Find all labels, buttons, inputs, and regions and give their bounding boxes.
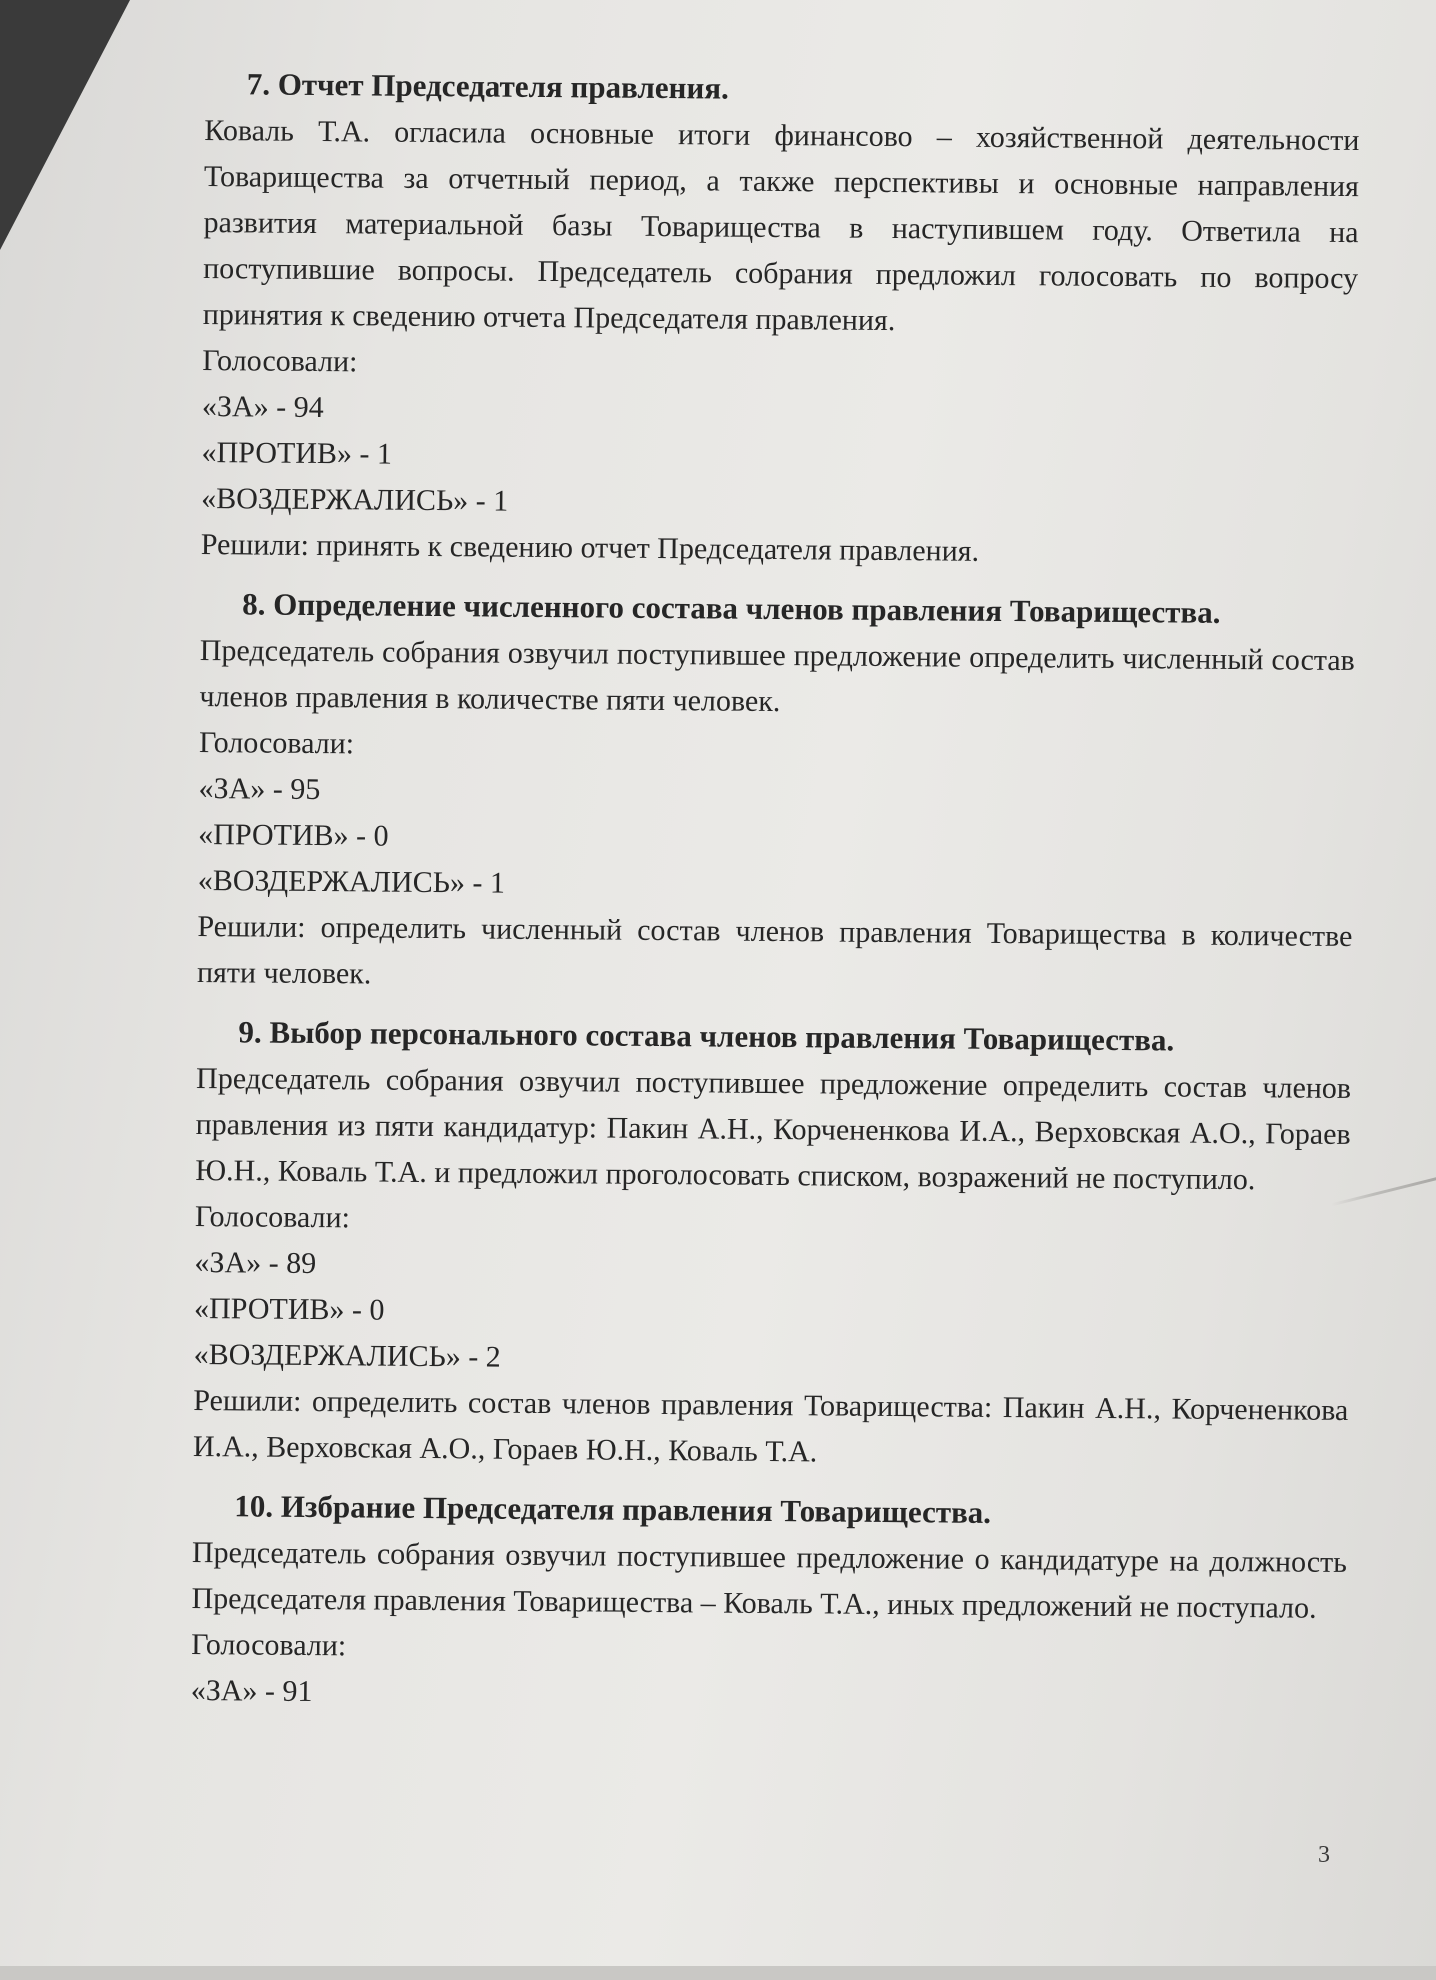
votes-for: «ЗА» - 89 (194, 1245, 317, 1281)
section-9 (193, 1008, 1352, 1480)
section-paragraph: Председатель собрания озвучил поступившее предложение определить состав членов правления из пяти кандидатур: Пакин А.Н., Корчененкова И.А., Верховская А.О., Гораев Ю.Н., Коваль Т.А. и предложил проголосовать списком, возражений не поступило. (195, 1061, 1352, 1197)
section-paragraph: Коваль Т.А. огласила основные итоги финансово – хозяйственной деятельности Товарищества за отчетный период, а также перспективы и основные направления развития материальной базы Товарищества в наступившем году. Ответила на поступившие вопросы. Председатель собрания предложил голосовать по вопросу принятия к сведению отчета Председателя правления. (202, 113, 1360, 338)
decision: Решили: определить состав членов правления Товарищества: Пакин А.Н., Корчененкова И.А., Верховская А.О., Гораев Ю.Н., Коваль Т.А. (192, 1383, 1349, 1469)
page-number: 3 (1318, 1842, 1330, 1868)
votes-abstained: «ВОЗДЕРЖАЛИСЬ» - 1 (197, 863, 506, 900)
votes-abstained: «ВОЗДЕРЖАЛИСЬ» - 2 (193, 1337, 501, 1374)
section-heading: 9. Выбор персонального состава членов правления Товарищества. (238, 1014, 1175, 1058)
voted-label: Голосовали: (198, 725, 355, 761)
section-paragraph: Председатель собрания озвучил поступившее предложение о кандидатуре на должность Председателя правления Товарищества – Коваль Т.А., иных предложений не поступало. (191, 1535, 1348, 1625)
section-heading: 8. Определение численного состава членов правления Товарищества. (242, 586, 1221, 630)
section-10 (191, 1482, 1348, 1724)
section-paragraph: Председатель собрания озвучил поступившее предложение определить численный состав членов правления в количестве пяти человек. (199, 633, 1355, 719)
section-heading: 7. Отчет Председателя правления. (246, 66, 729, 106)
section-7 (201, 60, 1360, 578)
section-heading: 10. Избрание Председателя правления Товарищества. (234, 1488, 992, 1530)
votes-against: «ПРОТИВ» - 0 (193, 1291, 385, 1327)
votes-against: «ПРОТИВ» - 0 (198, 817, 389, 853)
votes-against: «ПРОТИВ» - 1 (201, 435, 393, 471)
votes-for: «ЗА» - 95 (198, 771, 321, 807)
page-bottom-edge (0, 1966, 1436, 1980)
voted-label: Голосовали: (191, 1627, 347, 1663)
decision: Решили: определить численный состав членов правления Товарищества в количестве пяти человек. (196, 909, 1353, 991)
voted-label: Голосовали: (202, 343, 358, 379)
document-body (190, 60, 1359, 1736)
votes-for: «ЗА» - 94 (201, 389, 324, 425)
section-8 (197, 580, 1356, 1006)
decision: Решили: принять к сведению отчет Председателя правления. (200, 527, 980, 568)
votes-abstained: «ВОЗДЕРЖАЛИСЬ» - 1 (201, 481, 509, 518)
background-corner (0, 0, 130, 250)
votes-for: «ЗА» - 91 (190, 1673, 313, 1708)
voted-label: Голосовали: (194, 1199, 351, 1235)
